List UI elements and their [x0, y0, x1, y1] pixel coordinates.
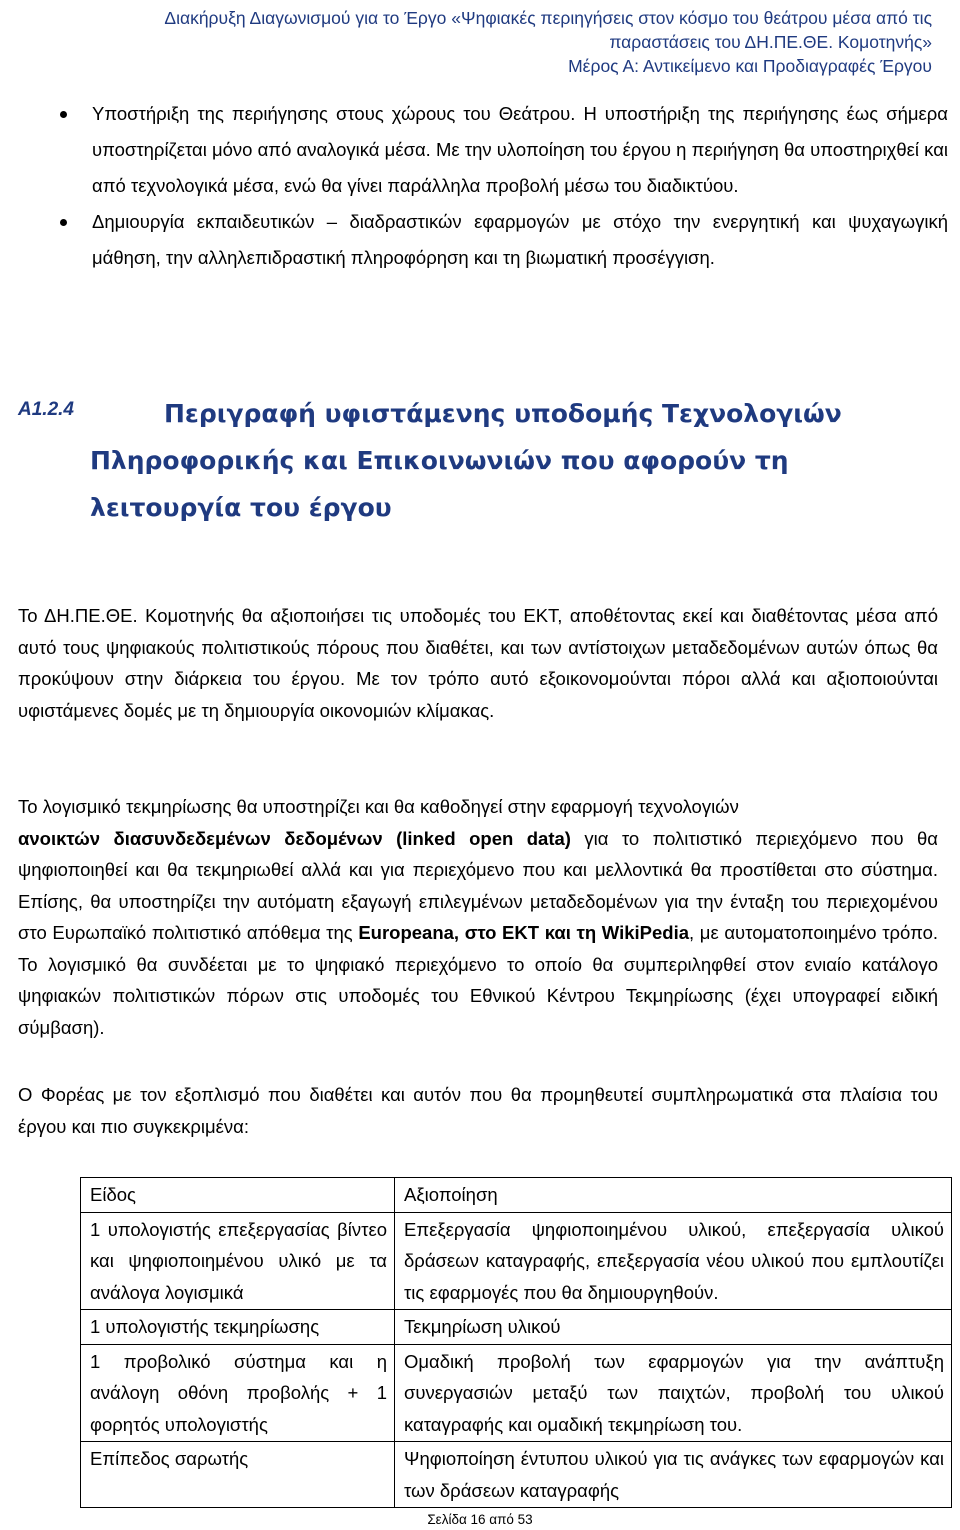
table-header-cell: Είδος — [81, 1178, 395, 1213]
paragraph-text: Το λογισμικό τεκμηρίωσης θα υποστηρίζει και θα καθοδηγεί στην εφαρμογή τεχνολογιών — [18, 796, 739, 817]
section-title-line-2: Πληροφορικής και Επικοινωνιών που αφορούν τη — [90, 446, 789, 475]
paragraph-infrastructure: Το ΔΗ.ΠΕ.ΘΕ. Κομοτηνής θα αξιοποιήσει τις υποδομές του ΕΚΤ, αποθέτοντας εκεί και διαθέτοντας μέσα από αυτό τους ψηφιακούς πολιτιστικούς πόρους που διαθέτει, και των αντίστοιχων μεταδεδομένων αυτών όπως θα προκύψουν στην διάρκεια του έργου. Με τον τρόπο αυτό εξοικονομούνται πόροι αλλά και αξιοποιούνται υφιστάμενες δομές με τη δημιουργία οικονομιών κλίμακας. — [18, 605, 938, 721]
header-line-1: Διακήρυξη Διαγωνισμού για το Έργο «Ψηφιακές περιηγήσεις στον κόσμο του θεάτρου μέσα από τις — [164, 8, 932, 28]
table-cell: Τεκμηρίωση υλικού — [395, 1310, 952, 1345]
table-cell: 1 υπολογιστής επεξεργασίας βίντεο και ψηφιοποιημένου υλικό με τα ανάλογα λογισμικά — [81, 1212, 395, 1310]
table-cell: Ψηφιοποίηση έντυπου υλικού για τις ανάγκες των εφαρμογών και των δράσεων καταγραφής — [395, 1442, 952, 1508]
bullet-item — [60, 204, 948, 276]
bullet-item — [60, 96, 948, 204]
section-title — [90, 390, 910, 531]
table-row — [81, 1212, 952, 1310]
table-cell: Επεξεργασία ψηφιοποιημένου υλικού, επεξεργασία υλικού δράσεων καταγραφής, επεξεργασία νέου υλικού που εμπλουτίζει τις εφαρμογές που θα δημιουργηθούν. — [395, 1212, 952, 1310]
table-row — [81, 1344, 952, 1442]
section-title-line-1: Περιγραφή υφιστάμενης υποδομής Τεχνολογιών — [164, 399, 842, 428]
bullet-dot-icon — [60, 111, 67, 118]
table-row — [81, 1310, 952, 1345]
table-header-cell: Αξιοποίηση — [395, 1178, 952, 1213]
paragraph-software — [18, 791, 938, 1043]
table-cell: Ομαδική προβολή των εφαρμογών για την ανάπτυξη συνεργασιών μεταξύ των παιχτών, προβολή του υλικού καταγραφής και ομαδική τεκμηρίωση του. — [395, 1344, 952, 1442]
table-cell: 1 προβολικό σύστημα και η ανάλογη οθόνη προβολής + 1 φορητός υπολογιστής — [81, 1344, 395, 1442]
header-line-2: παραστάσεις του ΔΗ.ΠΕ.ΘΕ. Κομοτηνής» — [609, 32, 932, 52]
bullet-list — [60, 96, 948, 276]
bullet-text: Δημιουργία εκπαιδευτικών – διαδραστικών εφαρμογών με στόχο την ενεργητική και ψυχαγωγική μάθηση, την αλληλεπιδραστική πληροφόρηση και τη βιωματική προσέγγιση. — [92, 211, 948, 268]
table-header-row — [81, 1178, 952, 1213]
bullet-dot-icon — [60, 219, 67, 226]
section-number: A1.2.4 — [18, 399, 74, 420]
table-cell: 1 υπολογιστής τεκμηρίωσης — [81, 1310, 395, 1345]
table-row — [81, 1442, 952, 1508]
bullet-text: Υποστήριξη της περιήγησης στους χώρους του Θεάτρου. Η υποστήριξη της περιήγησης έως σήμερα υποστηρίζεται μόνο από αναλογικά μέσα. Με την υλοποίηση του έργου η περιήγηση θα υποστηριχθεί και από τεχνολογικά μέσα, ενώ θα γίνει παράλληλα προβολή μέσω του διαδικτύου. — [92, 103, 948, 196]
paragraph-equipment: Ο Φορέας με τον εξοπλισμό που διαθέτει και αυτόν που θα προμηθευτεί συμπληρωματικά στα πλαίσια του έργου και πιο συγκεκριμένα: — [18, 1084, 938, 1137]
document-header — [32, 6, 932, 78]
bold-europeana: Europeana, στο ΕΚΤ και τη WikiPedia — [358, 922, 690, 943]
paragraph-text: , με αυτοματοποιημένο τρόπο. Το λογισμικό θα συνδέεται με το ψηφιακό περιεχόμενο το οποίο θα συμπεριληφθεί στον ενιαίο κατάλογο ψηφιακών πολιτιστικών πόρων στις υποδομές του Εθνικού Κέντρου Τεκμηρίωσης (έχει υπογραφεί ειδική σύμβαση). — [18, 922, 939, 1038]
header-line-3: Μέρος Α: Αντικείμενο και Προδιαγραφές Έργου — [568, 56, 932, 76]
section-title-line-3: λειτουργία του έργου — [90, 493, 392, 522]
equipment-table — [80, 1177, 952, 1508]
paragraph-text: για το πολιτιστικό περιεχόμενο που θα ψηφιοποιηθεί και θα τεκμηριωθεί αλλά και για περιεχόμενο που και μελλοντικά θα προστίθεται στο σύστημα. Επίσης, θα υποστηρίζει την αυτόματη εξαγωγή επιλεγμένων μεταδεδομένων για την ένταξη του περιεχομένου στο Ευρωπαϊκό πολιτιστικό απόθεμα της — [18, 827, 939, 943]
bold-linked-open-data: ανοικτών διασυνδεδεμένων δεδομένων (linked open data) — [18, 827, 571, 849]
page-footer: Σελίδα 16 από 53 — [427, 1512, 533, 1527]
table-cell: Επίπεδος σαρωτής — [81, 1442, 395, 1508]
